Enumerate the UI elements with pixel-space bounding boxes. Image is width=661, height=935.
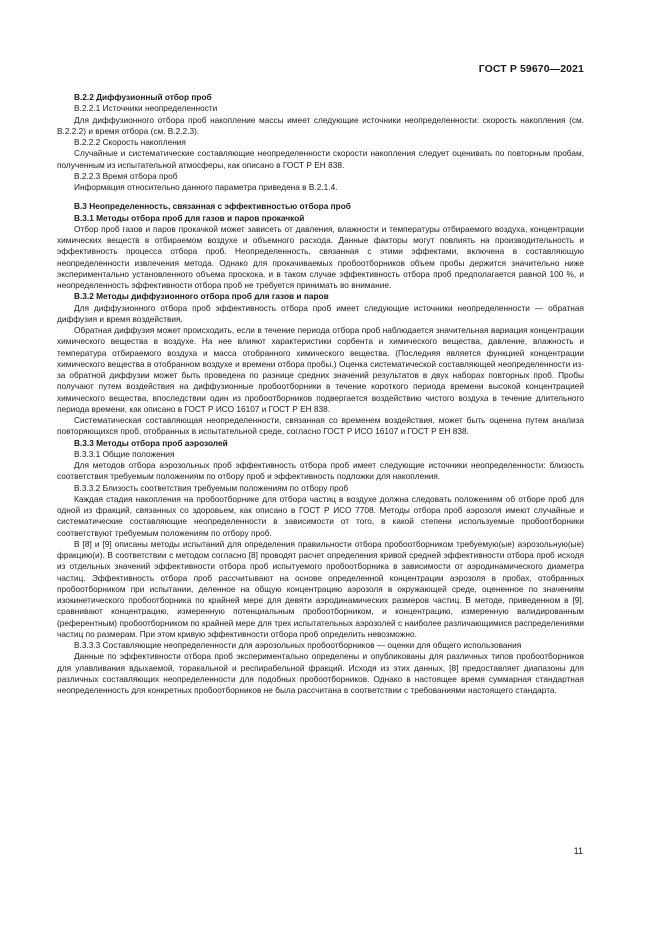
heading-b33: В.3.3 Методы отбора проб аэрозолей (74, 437, 228, 448)
document-body (57, 92, 584, 696)
page-number: 11 (573, 846, 583, 856)
paragraph: В [8] и [9] описаны методы испытаний для определения правильности отбора пробоотборником требуемую(ые) аэрозольную(ые) фракцию(и). В соответствии с методом согласно [8] проводят расчет определения кривой средней эффективности отбора проб исходя из отдельных значений эффективности отбора проб испытуемого пробоотборника в зависимости от аэродинамического диаметра частиц. Эффективность отбора проб рассчитывают на основе определенной концентрации аэрозоля в пробах, отобранных пробоотборником при испытании, деленное на общую концентрацию аэрозоля в окружающей среде, оцененное по значениям изокинетического пробоотборника по крайней мере для девяти аэродинамических размеров частиц. В методе, приведенном в [9], сравнивают концентрацию, измеренную потенциальным пробоотборником, и концентрацию, измеренную валидированным (референтным) пробоотборником по крайней мере для трех испытательных аэрозолей с наиболее различающимися распределениями частиц по размерам. При этом кривую эффективности отбора проб определить невозможно. (57, 538, 584, 639)
paragraph: Каждая стадия накопления на пробоотборнике для отбора частиц в воздухе должна следовать положениям об отборе проб для одной из фракций, связанных со здоровьем, как описано в ГОСТ Р ИСО 7708. Методы отбора проб аэрозоля имеют случайные и систематические составляющие неопределенности в зависимости от того, в какой степени используемые пробоотборники соответствуют требуемым положениям по отбору проб. (57, 493, 584, 538)
paragraph: Систематическая составляющая неопределенности, связанная со временем воздействия, может быть оценена путем анализа повторяющихся проб, отобранных в испытательной среде, согласно ГОСТ Р ИСО 16107 и ГОСТ Р ЕН 838. (57, 415, 584, 437)
heading-b31: В.3.1 Методы отбора проб для газов и паров прокачкой (74, 212, 305, 223)
paragraph: Данные по эффективности отбора проб экспериментально определены и опубликованы для различных типов пробоотборников для улавливания вдыхаемой, торакальной и респирабельной фракций. Исходя из этих данных, [8] предоставляет диапазоны для различных составляющих неопределенности для подобных пробоотборников. Однако в настоящее время суммарная стандартная неопределенность для конкретных пробоотборников не была рассчитана в соответствии с требованиями настоящего стандарта. (57, 651, 584, 695)
subheading-b223: В.2.2.3 Время отбора проб (74, 170, 178, 181)
heading-b3: В.3 Неопределенность, связанная с эффективностью отбора проб (74, 201, 351, 212)
paragraph: Информация относительно данного параметра приведена в В.2.1.4. (74, 182, 338, 192)
paragraph: Для диффузионного отбора проб эффективность отбора проб имеет следующие источники неопределенности — обратная диффузия и время воздействия. (57, 302, 584, 324)
heading-b22: В.2.2 Диффузионный отбор проб (74, 92, 212, 102)
heading-b32: В.3.2 Методы диффузионного отбора проб для газов и паров (74, 291, 329, 302)
subheading-b222: В.2.2.2 Скорость накопления (74, 137, 186, 147)
subheading-b333: В.3.3.3 Составляющие неопределенности для аэрозольных пробоотборников — оценки для общего использования (74, 640, 522, 650)
paragraph: Для диффузионного отбора проб накопление массы имеет следующие источники неопределенности: скорость накопления (см. В.2.2.2) и время отбора (см. В.2.2.3). (57, 114, 584, 136)
subheading-b221: В.2.2.1 Источники неопределенности (74, 103, 218, 114)
subheading-b331: В.3.3.1 Общие положения (74, 448, 175, 459)
paragraph: Обратная диффузия может происходить, если в течение периода отбора проб наблюдается значительная вариация концентрации химического вещества в воздухе. На нее влияют характеристики сорбента и химического вещества, давление, влажность и температура отбираемого воздуха и масса отобранного химического вещества. (Последняя является функцией концентрации химического вещества в отобранном воздухе и времени отбора пробы.) Оценка систематической составляющей неопределенности из-за обратной диффузии может быть проведена по разнице средних значений результатов в двух наборах повторных проб. Пробы получают путем воздействия на диффузионные пробоотборники в течение короткого периода времени высокой концентрацией химического вещества, впоследствии один из пробоотборников подвергается воздействию чистого воздуха в течение длительного периода времени, как описано в ГОСТ Р ИСО 16107 и ГОСТ Р ЕН 838. (57, 325, 584, 414)
subheading-b332: В.3.3.2 Близость соответствия требуемым положениям по отбору проб (74, 482, 349, 493)
standard-header: ГОСТ Р 59670—2021 (478, 63, 584, 75)
paragraph: Случайные и систематические составляющие неопределенности скорости накопления следует оценивать по повторным пробам, полученным из испытательной атмосферы, как описано в ГОСТ Р ЕН 838. (57, 148, 584, 170)
paragraph: Отбор проб газов и паров прокачкой может зависеть от давления, влажности и температуры отбираемого воздуха, концентрации химических веществ в отбираемом воздухе и объемного расхода. Данные факторы могут повлиять на производительность и эффективность процесса отбора проб. Неопределенность, связанная с этими эффектами, включена в составляющую неопределенности извлечения метода. Однако для прокачиваемых пробоотборников объем пробы держится значительно ниже экспериментально установленного объема проскока, и в таком случае эффективность отбора проб предполагается равной 100 %, и неопределенность эффективности отбора проб не требуется принимать во внимание. (57, 223, 584, 290)
paragraph: Для методов отбора аэрозольных проб эффективность отбора проб имеет следующие источники неопределенности: близость соответствия требуемым положениям по отбору проб и эффективность подложки для накопления. (57, 460, 584, 482)
